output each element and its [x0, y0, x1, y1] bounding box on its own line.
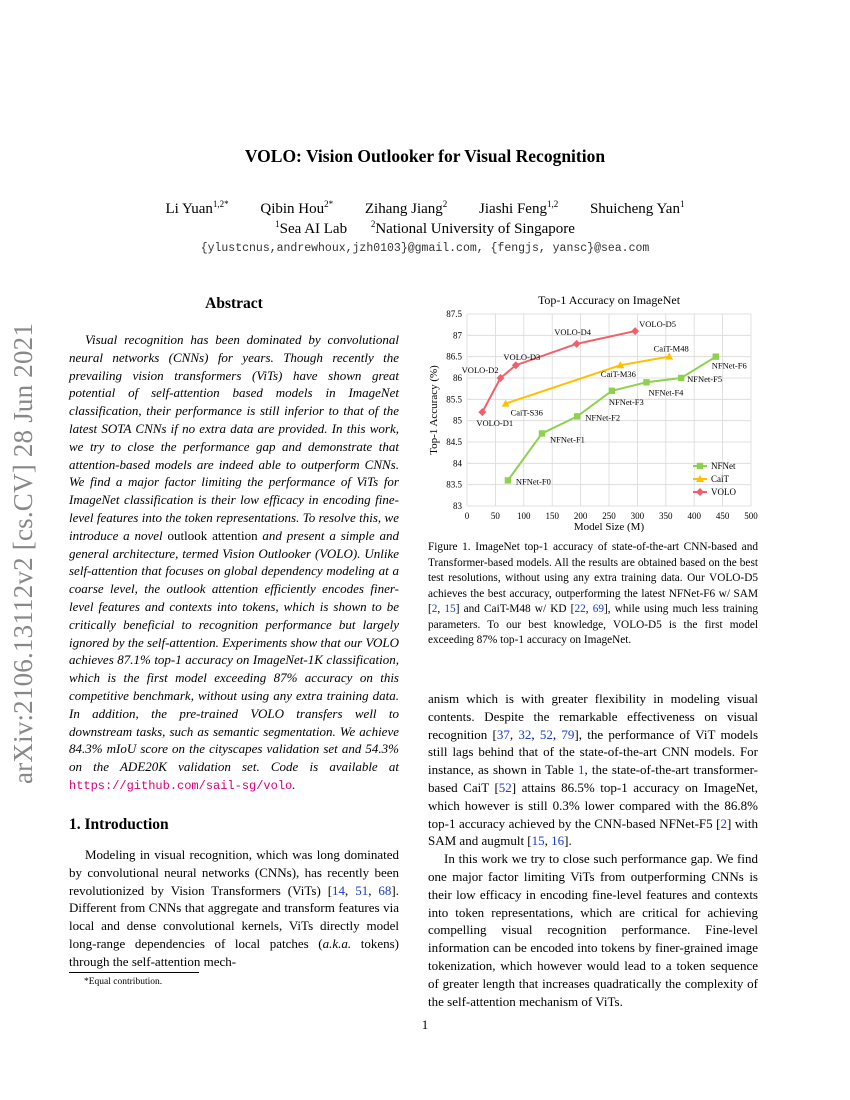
nfnet-data-point [574, 413, 580, 419]
volo-point-label: VOLO-D3 [503, 352, 541, 363]
nfnet-point-label: NFNet-F3 [608, 396, 644, 407]
author-list [0, 199, 850, 218]
author: Li Yuan$^{1,2*}$ [165, 199, 229, 217]
y-axis-label: Top-1 Accuracy (%) [428, 365, 440, 455]
nfnet-data-point [539, 430, 545, 436]
x-tick-label: 300 [630, 511, 645, 521]
intro-heading: 1. Introduction [69, 816, 169, 833]
y-tick-label: 87.5 [446, 309, 462, 319]
abstract-body: Visual recognition has been dominated by convolutional neural networks (CNNs) for years. Though recently the prevailing vision transformers (ViTs) have shown great potential of self-attention based models in ImageNet classification, their performance is still inferior to that of the latest SOTA CNNs if no extra data are provided. In this work, we try to close the performance gap and demonstrate that attention-based models are indeed able to outperform CNNs. We find a major factor limiting the performance of ViTs for ImageNet classification is their low efficacy in encoding fine-level features into the token representations. To resolve this, we introduce a novel outlook attention and present a simple and general architecture, termed Vision Outlooker (VOLO). Unlike self-attention that focuses on global dependency modeling at a coarse level, the outlook attention efficiently encodes finer-level features and contexts into tokens, which is shown to be critically beneficial to recognition performance but largely ignored by the self-attention. Experiments show that our VOLO achieves 87.1% top-1 accuracy on ImageNet-1K classification, which is the first model exceeding 87% accuracy on this competitive benchmark, without using any extra training data. In addition, the pre-trained VOLO transfers well to downstream tasks, such as semantic segmentation. We achieve 84.3% mIoU score on the cityscapes validation set and 54.3% on the ADE20K validation set. Code is available at https://github.com/sail-sg/volo. [69, 332, 399, 793]
citation-link[interactable]: 32 [518, 726, 532, 742]
x-tick-label: 400 [687, 511, 701, 521]
volo-data-point [573, 340, 581, 348]
x-tick-label: 0 [464, 511, 470, 521]
citation-link[interactable]: 68 [378, 882, 392, 898]
volo-data-point [631, 327, 639, 335]
nfnet-data-point [678, 375, 684, 381]
nfnet-point-label: NFNet-F0 [515, 476, 551, 487]
volo-point-label: VOLO-D4 [554, 326, 592, 337]
author: Zihang Jiang$^2$ [364, 199, 448, 217]
table-link[interactable]: 1 [577, 762, 585, 778]
nfnet-legend-label: NFNet [711, 461, 736, 471]
nfnet-point-label: NFNet-F4 [648, 387, 684, 398]
nfnet-data-point [609, 388, 615, 394]
y-tick-label: 86.5 [446, 351, 462, 362]
citation-link[interactable]: 15 [444, 603, 456, 615]
author: Shuicheng Yan$^1$ [589, 199, 685, 217]
cait-legend-label: CaiT [711, 474, 729, 484]
code-link[interactable]: https://github.com/sail-sg/volo [69, 778, 293, 793]
affiliation: $^2$National University of Singapore [370, 219, 575, 237]
nfnet-data-point [713, 353, 719, 359]
volo-point-label: VOLO-D2 [461, 365, 499, 375]
citation-link[interactable]: 69 [592, 603, 605, 615]
volo-legend-label: VOLO [711, 487, 736, 497]
y-tick-label: 84.5 [446, 437, 462, 447]
author: Qibin Hou$^{2*}$ [260, 199, 334, 217]
accuracy-chart-svg [425, 290, 765, 540]
figure-1-chart [425, 290, 765, 540]
citation-link[interactable]: 52 [539, 726, 553, 742]
nfnet-point-label: NFNet-F5 [687, 374, 723, 384]
citation-link[interactable]: 14 [332, 882, 346, 898]
affiliations [0, 219, 850, 238]
cait-point-label: CaiT-S36 [510, 407, 543, 418]
x-tick-label: 100 [517, 511, 531, 521]
x-tick-label: 450 [715, 511, 730, 521]
nfnet-point-label: NFNet-F2 [585, 412, 621, 423]
x-tick-label: 150 [545, 511, 559, 521]
page-number: 1 [421, 1017, 429, 1032]
x-tick-label: 50 [490, 511, 500, 521]
cait-point-label: CaiT-M48 [653, 343, 689, 354]
volo-data-point [478, 408, 486, 416]
citation-link[interactable]: 79 [561, 726, 575, 742]
abstract-heading: Abstract [205, 295, 263, 312]
citation-link[interactable]: 16 [551, 833, 565, 849]
citation-link[interactable]: 52 [498, 779, 512, 795]
paper-title: VOLO: Vision Outlooker for Visual Recognition [244, 146, 606, 166]
nfnet-data-point [505, 477, 511, 483]
y-tick-label: 83 [453, 501, 462, 511]
x-tick-label: 200 [573, 511, 588, 521]
citation-link[interactable]: 2 [431, 603, 438, 615]
x-tick-label: 350 [659, 511, 673, 521]
author: Jiashi Feng$^{1,2}$ [479, 199, 559, 217]
x-axis-label: Model Size (M) [573, 521, 645, 533]
y-tick-label: 85 [453, 415, 462, 426]
x-tick-label: 250 [602, 511, 616, 521]
y-tick-label: 84 [453, 458, 462, 469]
author-emails: {ylustcnus,andrewhoux,jzh0103}@gmail.com, {fengjs, yansc}@sea.com [200, 242, 650, 255]
figure-1-caption: Figure 1. ImageNet top-1 accuracy of state-of-the-art CNN-based and Transformer-based models. All the results are obtained based on the best test resolutions, without using any extra training data. Our VOLO-D5 achieves the best accuracy, outperforming the latest NFNet-F6 w/ SAM [2, 15] and CaiT-M48 w/ KD [22, 69], while using much less training parameters. To our best knowledge, VOLO-D5 is the first model exceeding 87% top-1 accuracy on ImageNet. [428, 541, 759, 646]
citation-link[interactable]: 37 [496, 726, 510, 742]
x-tick-label: 500 [744, 511, 758, 521]
cait-point-label: CaiT-M36 [600, 369, 636, 380]
citation-link[interactable]: 15 [531, 833, 545, 849]
chart-title: Top-1 Accuracy on ImageNet [537, 293, 681, 307]
volo-point-label: VOLO-D1 [476, 418, 514, 429]
citation-link[interactable]: 22 [574, 603, 586, 615]
y-tick-label: 87 [453, 330, 462, 341]
citation-link[interactable]: 51 [355, 882, 369, 898]
right-paragraph-2: In this work we try to close such performance gap. We find one major factor limiting ViTs from outperforming CNNs is their low efficacy in encoding fine-level features and contexts into token representations, which are critical for achieving compelling visual recognition performance. Fine-level information can be encoded into tokens by finer-grained image tokenization, which however would lead to a token sequence of greater length that increases quadratically the complexity of the self-attention mechanism of ViTs. [428, 851, 758, 1009]
footnote-rule [69, 972, 199, 973]
citation-link[interactable]: 2 [720, 815, 728, 831]
arxiv-identifier: arXiv:2106.13112v2 [cs.CV] 28 Jun 2021 [8, 322, 38, 784]
y-tick-label: 83.5 [446, 479, 462, 490]
y-tick-label: 85.5 [446, 394, 462, 405]
nfnet-data-point [643, 379, 649, 385]
footnote: *Equal contribution. [84, 977, 163, 987]
affiliation: $^1$Sea AI Lab [275, 219, 348, 237]
intro-paragraph: Modeling in visual recognition, which was long dominated by convolutional neural networks (CNNs), has recently been revolutionized by Vision Transformers (ViTs) [14, 51, 68]. Different from CNNs that aggregate and transform features via local and dense convolutional kernels, ViTs directly model long-range dependencies of local patches (a.k.a. tokens) through the self-attention mech- [69, 847, 400, 969]
nfnet-point-label: NFNet-F1 [549, 434, 585, 445]
right-column-text: anism which is with greater flexibility in modeling visual contents. Despite the remarkable effectiveness on visual recognition [37, 32, 52, 79], the performance of ViT models still lags behind that of the state-of-the-art CNN models. For instance, as shown in Table 1, the state-of-the-art transformer-based CaiT [52] attains 86.5% top-1 accuracy on ImageNet, which however is still 0.3% lower compared with the 86.8% top-1 accuracy achieved by the CNN-based NFNet-F5 [2] with SAM and augmult [15, 16]. In this work we try to close such performance gap. We find one major factor limiting ViTs from outperforming CNNs is their low efficacy in encoding fine-level features and contexts into token representations, which are critical for achieving compelling visual recognition performance. Fine-level information can be encoded into tokens by finer-grained image tokenization, which however would lead to a token sequence of greater length that increases quadratically the complexity of the self-attention mechanism of ViTs. [428, 691, 759, 1009]
y-tick-label: 86 [453, 373, 462, 383]
volo-point-label: VOLO-D5 [639, 319, 676, 330]
volo-legend-marker [696, 488, 704, 496]
nfnet-point-label: NFNet-F6 [711, 360, 747, 371]
nfnet-legend-marker [697, 463, 703, 469]
